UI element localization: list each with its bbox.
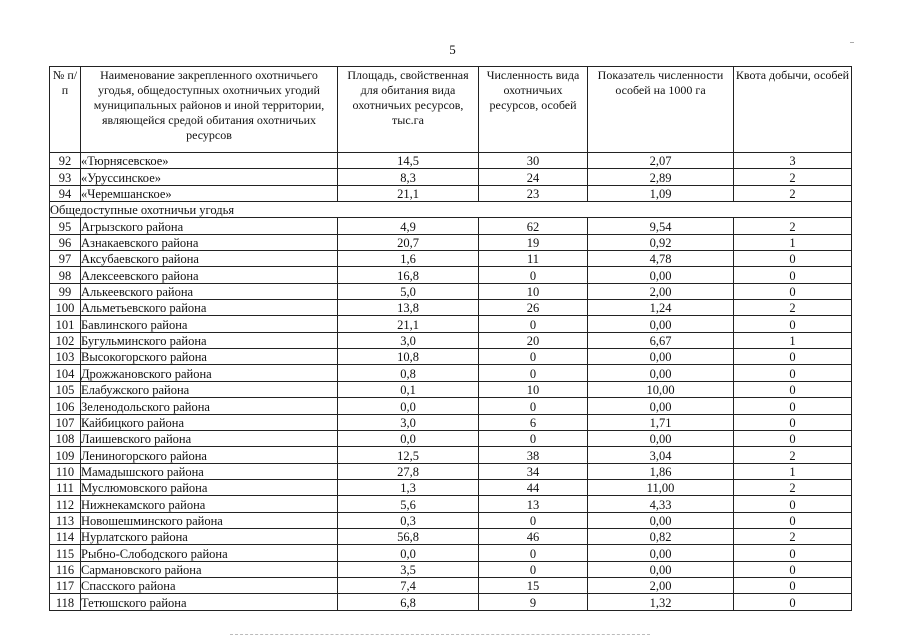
group-label: Общедоступные охотничьи угодья	[50, 202, 852, 218]
row-count: 10	[479, 283, 588, 299]
table-row	[50, 153, 852, 169]
row-area: 3,0	[338, 332, 479, 348]
row-name: «Черемшанское»	[81, 185, 338, 201]
row-name: «Уруссинское»	[81, 169, 338, 185]
row-num: 93	[50, 169, 81, 185]
row-num: 113	[50, 512, 81, 528]
row-quota: 0	[734, 251, 852, 267]
row-count: 0	[479, 349, 588, 365]
row-density: 1,32	[588, 594, 734, 610]
row-density: 0,00	[588, 430, 734, 446]
table-row	[50, 267, 852, 283]
row-name: Лениногорского района	[81, 447, 338, 463]
row-name: Елабужского района	[81, 381, 338, 397]
row-quota: 2	[734, 300, 852, 316]
row-name: Спасского района	[81, 577, 338, 593]
row-density: 10,00	[588, 381, 734, 397]
row-quota: 0	[734, 577, 852, 593]
row-quota: 0	[734, 414, 852, 430]
row-count: 9	[479, 594, 588, 610]
table-row	[50, 185, 852, 201]
row-density: 0,00	[588, 398, 734, 414]
row-quota: 0	[734, 283, 852, 299]
row-density: 2,07	[588, 153, 734, 169]
row-area: 14,5	[338, 153, 479, 169]
row-name: Тетюшского района	[81, 594, 338, 610]
row-count: 10	[479, 381, 588, 397]
row-name: Лаишевского района	[81, 430, 338, 446]
row-density: 4,78	[588, 251, 734, 267]
table-row	[50, 365, 852, 381]
row-name: Аксубаевского района	[81, 251, 338, 267]
row-name: Нижнекамского района	[81, 496, 338, 512]
row-count: 24	[479, 169, 588, 185]
row-quota: 0	[734, 365, 852, 381]
table-row	[50, 594, 852, 610]
row-area: 5,6	[338, 496, 479, 512]
row-area: 8,3	[338, 169, 479, 185]
row-num: 111	[50, 479, 81, 495]
row-num: 110	[50, 463, 81, 479]
row-area: 5,0	[338, 283, 479, 299]
row-count: 62	[479, 218, 588, 234]
table-row	[50, 349, 852, 365]
row-quota: 2	[734, 447, 852, 463]
header-area: Площадь, свойственная для обитания вида охотничьих ресурсов, тыс.га	[338, 67, 479, 153]
row-quota: 0	[734, 594, 852, 610]
row-density: 0,00	[588, 267, 734, 283]
row-count: 0	[479, 512, 588, 528]
row-name: Нурлатского района	[81, 528, 338, 544]
row-area: 6,8	[338, 594, 479, 610]
row-density: 2,89	[588, 169, 734, 185]
scan-artifact-line	[230, 634, 650, 636]
quota-table	[49, 66, 852, 611]
row-count: 44	[479, 479, 588, 495]
row-density: 0,00	[588, 561, 734, 577]
row-name: Алькеевского района	[81, 283, 338, 299]
header-count: Численность вида охотничьих ресурсов, особей	[479, 67, 588, 153]
row-area: 7,4	[338, 577, 479, 593]
row-quota: 0	[734, 561, 852, 577]
table-row	[50, 234, 852, 250]
row-area: 0,0	[338, 398, 479, 414]
row-area: 0,0	[338, 430, 479, 446]
row-density: 0,00	[588, 545, 734, 561]
table-row	[50, 414, 852, 430]
row-count: 26	[479, 300, 588, 316]
row-num: 105	[50, 381, 81, 397]
row-name: Бугульминского района	[81, 332, 338, 348]
row-count: 46	[479, 528, 588, 544]
row-name: Кайбицкого района	[81, 414, 338, 430]
page-number: 5	[449, 42, 456, 57]
row-name: Рыбно-Слободского района	[81, 545, 338, 561]
row-num: 108	[50, 430, 81, 446]
row-name: Новошешминского района	[81, 512, 338, 528]
row-num: 116	[50, 561, 81, 577]
row-num: 118	[50, 594, 81, 610]
row-area: 0,8	[338, 365, 479, 381]
row-count: 34	[479, 463, 588, 479]
row-area: 4,9	[338, 218, 479, 234]
table-row	[50, 496, 852, 512]
row-num: 100	[50, 300, 81, 316]
row-num: 98	[50, 267, 81, 283]
row-density: 1,09	[588, 185, 734, 201]
table-row	[50, 283, 852, 299]
row-num: 104	[50, 365, 81, 381]
table-body-bottom	[50, 218, 852, 610]
row-num: 92	[50, 153, 81, 169]
row-density: 0,00	[588, 349, 734, 365]
row-density: 11,00	[588, 479, 734, 495]
table-row	[50, 316, 852, 332]
row-num: 99	[50, 283, 81, 299]
row-area: 21,1	[338, 185, 479, 201]
row-num: 109	[50, 447, 81, 463]
row-area: 10,8	[338, 349, 479, 365]
row-quota: 2	[734, 218, 852, 234]
row-quota: 0	[734, 349, 852, 365]
row-density: 1,86	[588, 463, 734, 479]
row-name: Сармановского района	[81, 561, 338, 577]
row-area: 12,5	[338, 447, 479, 463]
row-area: 0,0	[338, 545, 479, 561]
table-row	[50, 251, 852, 267]
table-row	[50, 545, 852, 561]
row-count: 0	[479, 430, 588, 446]
table-row	[50, 169, 852, 185]
row-quota: 0	[734, 398, 852, 414]
row-density: 0,00	[588, 365, 734, 381]
row-count: 19	[479, 234, 588, 250]
row-num: 103	[50, 349, 81, 365]
table-row	[50, 381, 852, 397]
row-density: 3,04	[588, 447, 734, 463]
header-name: Наименование закрепленного охотничьего угодья, общедоступных охотничьих угодий муниципальных районов и иной территории, являющейся средой обитания охотничьих ресурсов	[81, 67, 338, 153]
row-count: 30	[479, 153, 588, 169]
row-num: 107	[50, 414, 81, 430]
row-num: 95	[50, 218, 81, 234]
row-name: Азнакаевского района	[81, 234, 338, 250]
row-density: 1,71	[588, 414, 734, 430]
row-count: 0	[479, 267, 588, 283]
row-name: «Тюрнясевское»	[81, 153, 338, 169]
row-quota: 2	[734, 479, 852, 495]
row-count: 38	[479, 447, 588, 463]
row-density: 0,92	[588, 234, 734, 250]
row-count: 20	[479, 332, 588, 348]
row-density: 2,00	[588, 283, 734, 299]
table-row	[50, 332, 852, 348]
row-num: 102	[50, 332, 81, 348]
row-density: 1,24	[588, 300, 734, 316]
header-quota: Квота добычи, особей	[734, 67, 852, 153]
table-header-row	[50, 67, 852, 153]
table-row	[50, 528, 852, 544]
row-area: 21,1	[338, 316, 479, 332]
table-row	[50, 463, 852, 479]
row-count: 6	[479, 414, 588, 430]
row-num: 106	[50, 398, 81, 414]
row-quota: 0	[734, 430, 852, 446]
row-density: 4,33	[588, 496, 734, 512]
row-quota: 2	[734, 528, 852, 544]
row-density: 2,00	[588, 577, 734, 593]
row-count: 15	[479, 577, 588, 593]
row-quota: 1	[734, 234, 852, 250]
row-area: 27,8	[338, 463, 479, 479]
row-area: 13,8	[338, 300, 479, 316]
row-count: 11	[479, 251, 588, 267]
row-name: Дрожжановского района	[81, 365, 338, 381]
row-quota: 2	[734, 169, 852, 185]
row-num: 114	[50, 528, 81, 544]
table-row	[50, 512, 852, 528]
row-count: 23	[479, 185, 588, 201]
table-row	[50, 300, 852, 316]
table-row	[50, 561, 852, 577]
row-name: Мамадышского района	[81, 463, 338, 479]
row-name: Алексеевского района	[81, 267, 338, 283]
row-name: Альметьевского района	[81, 300, 338, 316]
table-row	[50, 430, 852, 446]
row-quota: 1	[734, 463, 852, 479]
row-name: Бавлинского района	[81, 316, 338, 332]
row-count: 0	[479, 545, 588, 561]
row-num: 94	[50, 185, 81, 201]
row-area: 16,8	[338, 267, 479, 283]
row-area: 0,3	[338, 512, 479, 528]
row-quota: 0	[734, 545, 852, 561]
row-area: 56,8	[338, 528, 479, 544]
row-density: 6,67	[588, 332, 734, 348]
row-name: Агрызского района	[81, 218, 338, 234]
scan-mark	[850, 42, 854, 43]
row-num: 101	[50, 316, 81, 332]
row-density: 0,00	[588, 512, 734, 528]
row-count: 0	[479, 365, 588, 381]
row-count: 0	[479, 398, 588, 414]
row-quota: 0	[734, 267, 852, 283]
row-quota: 3	[734, 153, 852, 169]
table-row	[50, 398, 852, 414]
row-density: 9,54	[588, 218, 734, 234]
group-row	[50, 202, 852, 218]
row-num: 117	[50, 577, 81, 593]
header-density: Показатель численности особей на 1000 га	[588, 67, 734, 153]
row-count: 0	[479, 316, 588, 332]
row-area: 20,7	[338, 234, 479, 250]
row-name: Муслюмовского района	[81, 479, 338, 495]
row-num: 96	[50, 234, 81, 250]
row-quota: 2	[734, 185, 852, 201]
row-num: 112	[50, 496, 81, 512]
row-num: 115	[50, 545, 81, 561]
row-quota: 0	[734, 381, 852, 397]
table-row	[50, 218, 852, 234]
row-name: Высокогорского района	[81, 349, 338, 365]
row-count: 0	[479, 561, 588, 577]
row-density: 0,82	[588, 528, 734, 544]
table-body-top	[50, 153, 852, 202]
row-count: 13	[479, 496, 588, 512]
table-row	[50, 577, 852, 593]
row-area: 3,5	[338, 561, 479, 577]
row-area: 0,1	[338, 381, 479, 397]
table-group	[50, 202, 852, 218]
row-area: 1,6	[338, 251, 479, 267]
row-num: 97	[50, 251, 81, 267]
row-quota: 0	[734, 316, 852, 332]
row-area: 1,3	[338, 479, 479, 495]
row-density: 0,00	[588, 316, 734, 332]
row-area: 3,0	[338, 414, 479, 430]
row-quota: 0	[734, 512, 852, 528]
row-quota: 0	[734, 496, 852, 512]
table-row	[50, 447, 852, 463]
row-name: Зеленодольского района	[81, 398, 338, 414]
header-num: № п/п	[50, 67, 81, 153]
row-quota: 1	[734, 332, 852, 348]
table-row	[50, 479, 852, 495]
